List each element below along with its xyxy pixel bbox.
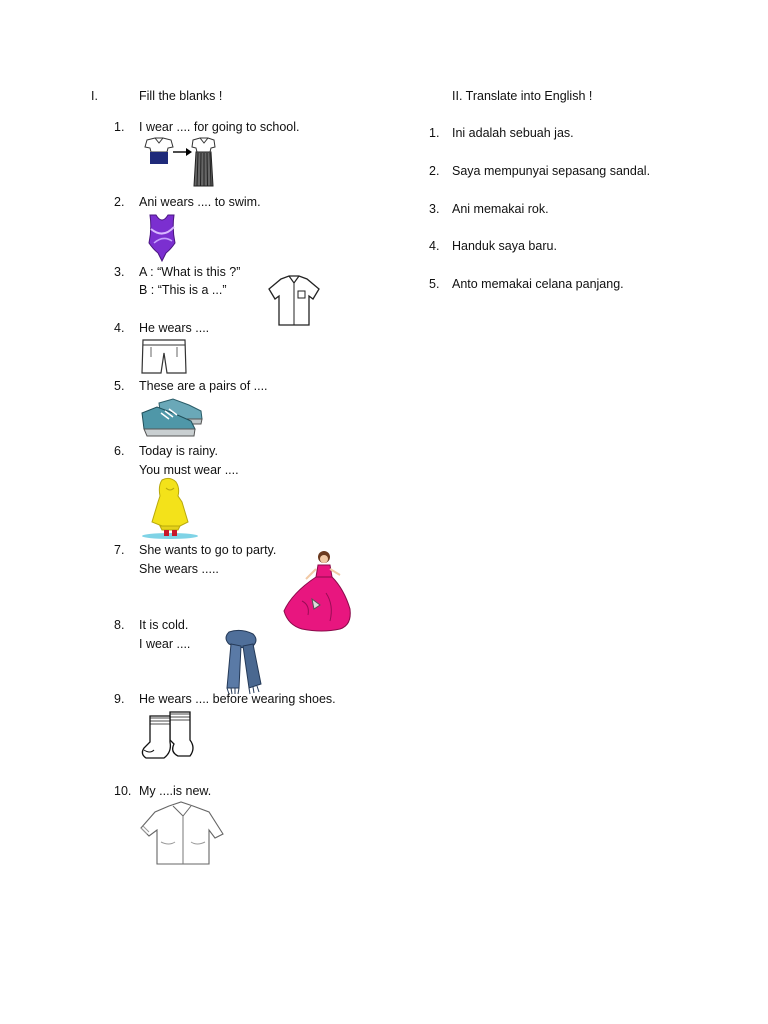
q6-number: 6. [114, 444, 125, 458]
q3-text-b: B : “This is a ...” [139, 283, 227, 297]
q3-text-a: A : “What is this ?” [139, 265, 241, 279]
q10-number: 10. [114, 784, 132, 798]
q8-text-b: I wear .... [139, 637, 191, 651]
q2-number: 2. [114, 195, 125, 209]
q4-number: 4. [114, 321, 125, 335]
q7-text-a: She wants to go to party. [139, 543, 277, 557]
t2-number: 2. [429, 164, 440, 178]
socks-icon [140, 710, 198, 762]
scarf-icon [219, 630, 263, 694]
t4-number: 4. [429, 239, 440, 253]
section1-heading: Fill the blanks ! [139, 89, 223, 103]
q7-text-b: She wears ..... [139, 562, 219, 576]
q8-text-a: It is cold. [139, 618, 189, 632]
q1-number: 1. [114, 120, 125, 134]
q7-number: 7. [114, 543, 125, 557]
q4-text: He wears .... [139, 321, 210, 335]
t4-text: Handuk saya baru. [452, 239, 557, 253]
q10-text: My ....is new. [139, 784, 212, 798]
swimsuit-icon [145, 213, 179, 263]
t3-number: 3. [429, 202, 440, 216]
sneakers-icon [139, 397, 205, 441]
q6-text-a: Today is rainy. [139, 444, 218, 458]
t5-text: Anto memakai celana panjang. [452, 277, 624, 291]
t5-number: 5. [429, 277, 440, 291]
party-dress-icon [282, 549, 354, 633]
q5-text: These are a pairs of .... [139, 379, 268, 393]
q8-number: 8. [114, 618, 125, 632]
t3-text: Ani memakai rok. [452, 202, 549, 216]
uniform-icon [141, 138, 215, 188]
raincoat-icon [140, 478, 202, 540]
q6-text-b: You must wear .... [139, 463, 239, 477]
shorts-icon [141, 339, 187, 375]
section1-roman: I. [91, 89, 98, 103]
section2-heading: II. Translate into English ! [452, 89, 593, 103]
t1-number: 1. [429, 126, 440, 140]
q2-text: Ani wears .... to swim. [139, 195, 261, 209]
jacket-icon [139, 802, 225, 866]
q3-number: 3. [114, 265, 125, 279]
q9-text: He wears .... before wearing shoes. [139, 692, 336, 706]
shirt-icon [267, 275, 321, 327]
q9-number: 9. [114, 692, 125, 706]
q1-text: I wear .... for going to school. [139, 120, 300, 134]
t2-text: Saya mempunyai sepasang sandal. [452, 164, 651, 178]
t1-text: Ini adalah sebuah jas. [452, 126, 574, 140]
q5-number: 5. [114, 379, 125, 393]
